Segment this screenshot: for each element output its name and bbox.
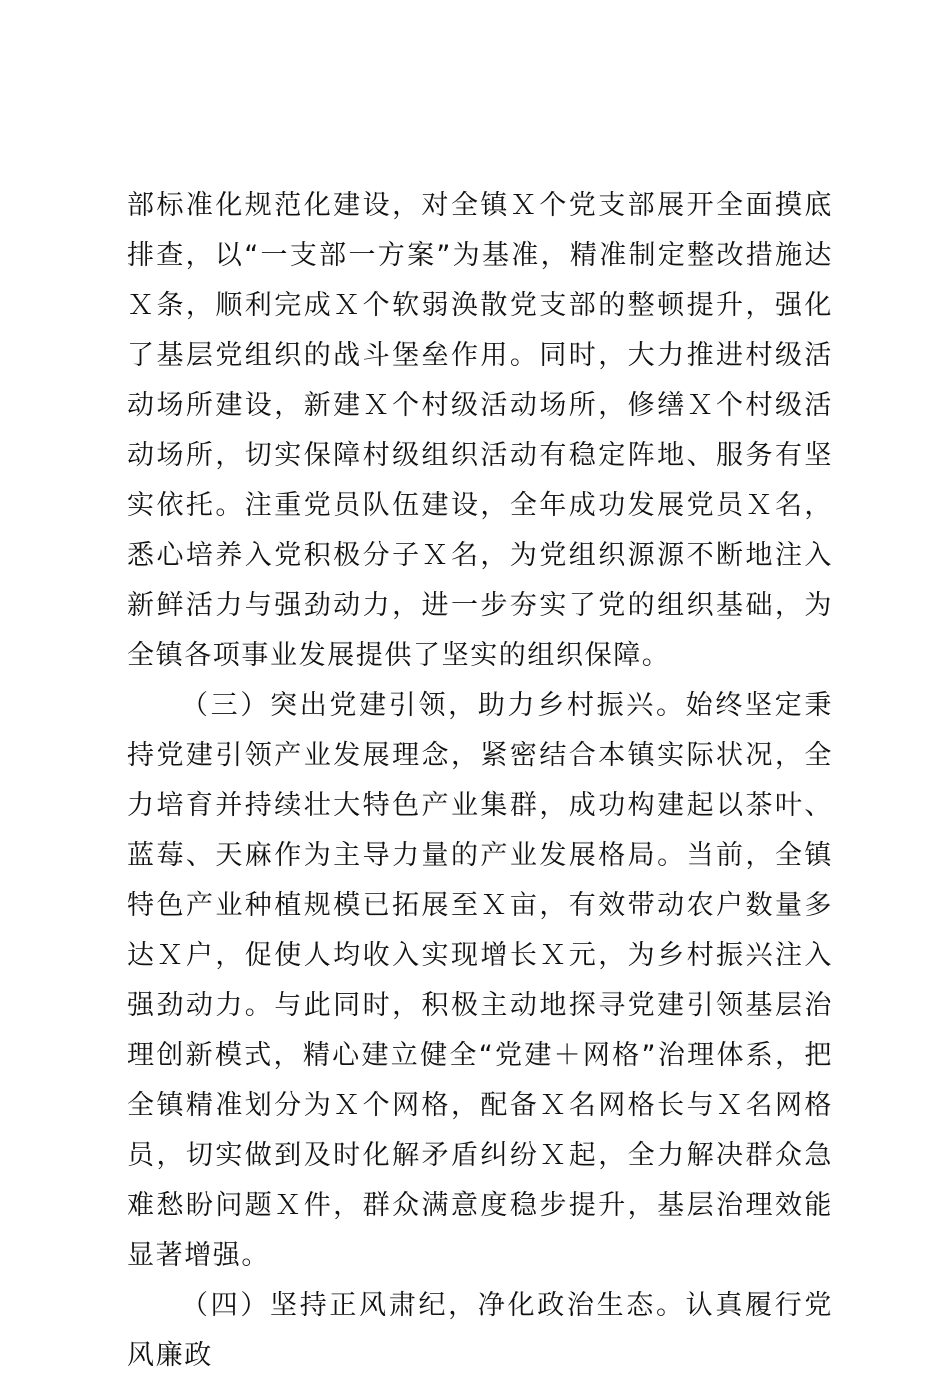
- paragraph-discipline: （四）坚持正风肃纪，净化政治生态。认真履行党风廉政: [127, 1290, 833, 1371]
- paragraph-org-building: 部标准化规范化建设，对全镇Ｘ个党支部展开全面摸底排查，以“一支部一方案”为基准，精准制定整改措施达Ｘ条，顺利完成Ｘ个软弱涣散党支部的整顿提升，强化了基层党组织的战斗堡垒作用。同时，大力推进村级活动场所建设，新建Ｘ个村级活动场所，修缮Ｘ个村级活动场所，切实保障村级组织活动有稳定阵地、服务有坚实依托。注重党员队伍建设，全年成功发展党员Ｘ名，悉心培养入党积极分子Ｘ名，为党组织源源不断地注入新鲜活力与强劲动力，进一步夯实了党的组织基础，为全镇各项事业发展提供了坚实的组织保障。: [127, 190, 833, 671]
- document-body: [127, 181, 833, 1381]
- paragraph-rural-revitalization: （三）突出党建引领，助力乡村振兴。始终坚定秉持党建引领产业发展理念，紧密结合本镇实际状况，全力培育并持续壮大特色产业集群，成功构建起以茶叶、蓝莓、天麻作为主导力量的产业发展格局。当前，全镇特色产业种植规模已拓展至Ｘ亩，有效带动农户数量多达Ｘ户，促使人均收入实现增长Ｘ元，为乡村振兴注入强劲动力。与此同时，积极主动地探寻党建引领基层治理创新模式，精心建立健全“党建＋网格”治理体系，把全镇精准划分为Ｘ个网格，配备Ｘ名网格长与Ｘ名网格员，切实做到及时化解矛盾纠纷Ｘ起，全力解决群众急难愁盼问题Ｘ件，群众满意度稳步提升，基层治理效能显著增强。: [127, 690, 833, 1271]
